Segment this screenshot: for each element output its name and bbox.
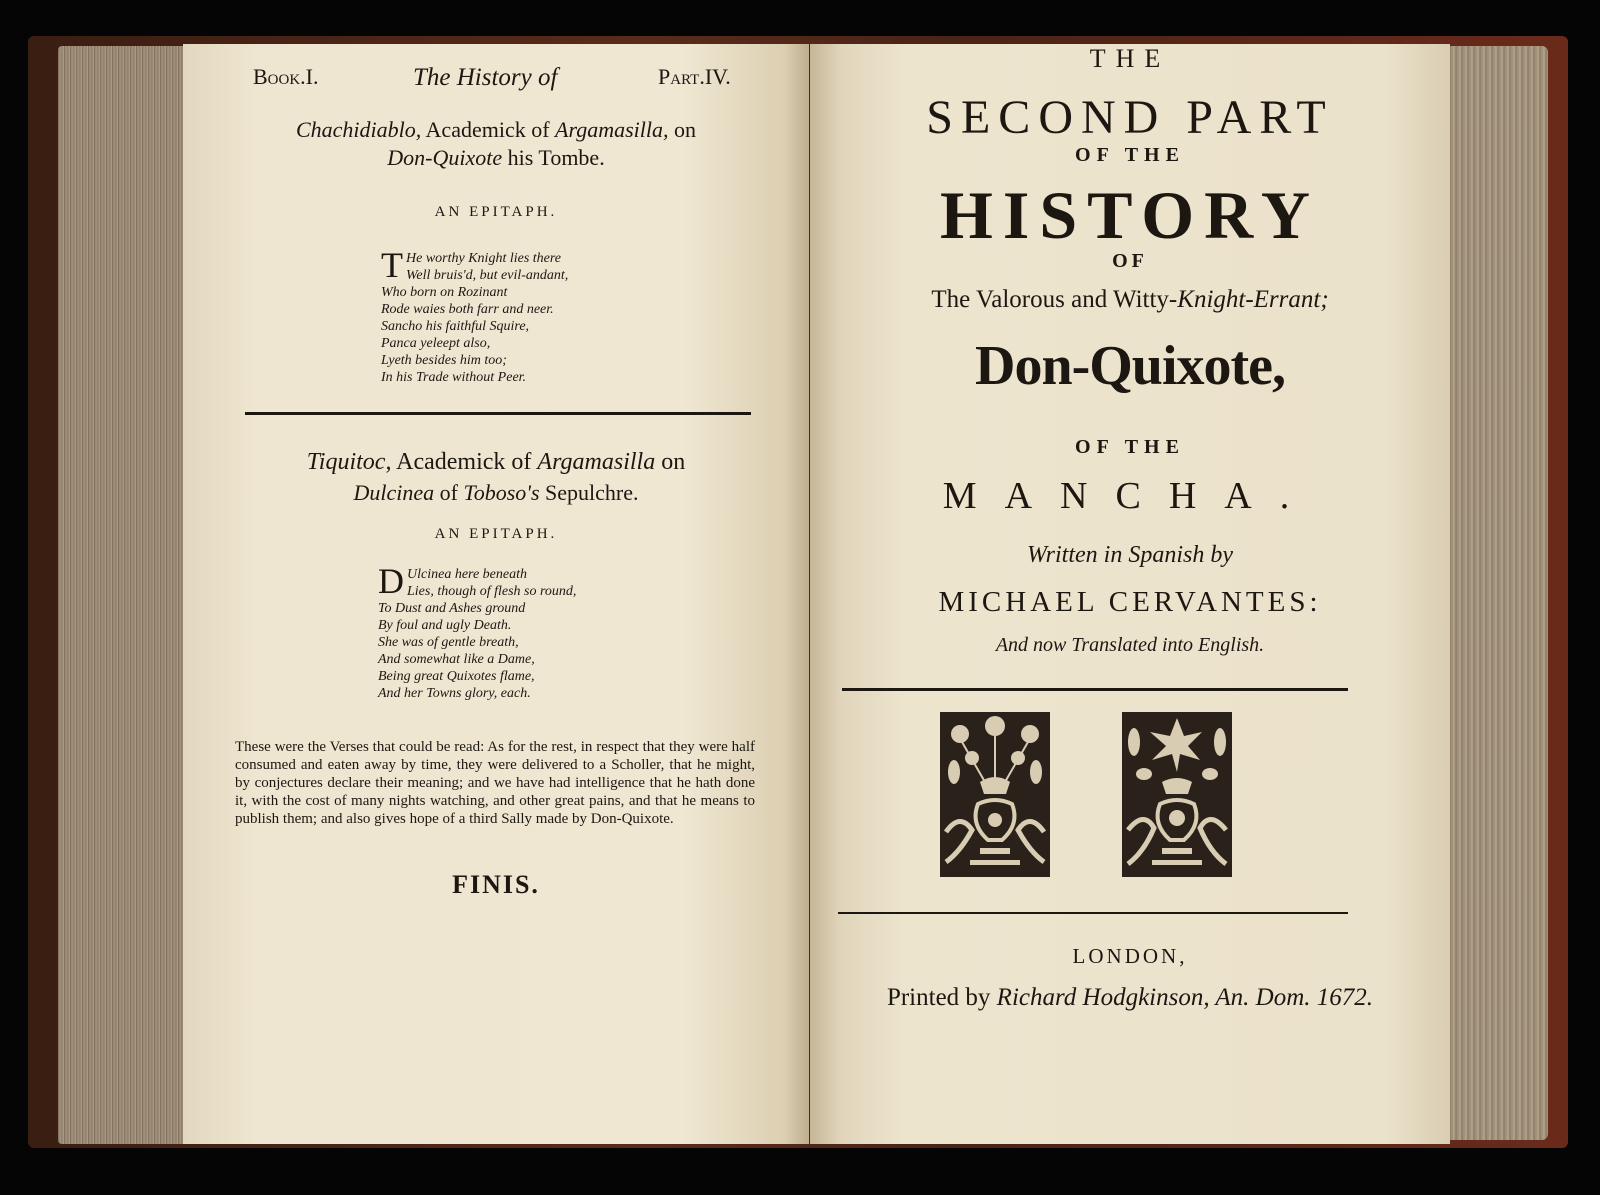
epitaph1-subject: Don-Quixote — [387, 145, 503, 170]
imprint-printer-name: Richard Hodgkinson, An. Dom. — [996, 984, 1311, 1011]
poem-line: Who born on Rozinant — [381, 285, 508, 300]
epitaph2-title-text: Academick of — [391, 449, 538, 475]
running-head-book: Book.I. — [253, 64, 319, 89]
poem-line: And somewhat like a Dame, — [378, 652, 535, 667]
title-translated: And now Translated into English. — [995, 634, 1265, 656]
title-valorous — [810, 286, 1450, 314]
flower-vase-ornament-left — [940, 712, 1050, 877]
title-author: MICHAEL CERVANTES: — [938, 586, 1322, 618]
title-second-part: SECOND PART — [926, 91, 1334, 144]
epitaph1-title-line2 — [183, 144, 809, 171]
finis: FINIS. — [452, 870, 540, 899]
epitaph2-title-end: on — [655, 449, 686, 475]
poem-line: By foul and ugly Death. — [378, 618, 512, 633]
epitaph1-name: Chachidiablo, — [295, 117, 422, 142]
page-edges-left — [58, 46, 188, 1144]
epitaph2-place: Argamasilla — [537, 449, 656, 475]
epitaph2-subject-rest: Sepulchre. — [539, 480, 639, 505]
title-knight-errant: Knight-Errant; — [1177, 286, 1329, 313]
poem-line: Ulcinea here beneath — [407, 567, 527, 582]
title-valorous-text: The Valorous and Witty- — [931, 286, 1178, 313]
epitaph2-title-line2 — [183, 479, 809, 506]
title-don-quixote: Don-Quixote, — [975, 335, 1285, 397]
page-edges-right — [1440, 46, 1548, 1140]
epitaph1-label: AN EPITAPH. — [434, 204, 558, 220]
title-rule-bottom — [838, 912, 1348, 914]
epitaph1-title-end: on — [668, 117, 697, 142]
epitaph1-subject-rest: his Tombe. — [502, 145, 605, 170]
poem-line: Lyeth besides him too; — [381, 353, 507, 368]
epitaph2-dropcap: D — [378, 561, 404, 601]
title-rule-top — [842, 688, 1348, 691]
epitaph1-poem — [381, 245, 569, 386]
closing-paragraph: These were the Verses that could be read: As for the rest, in respect that they were half consumed and eaten away by time, they were delivered to a Scholler, that he might, by conjectures declare their meaning; and we have had intelligence that he hath done it, with the cost of many nights watching, and other great pains, and that he means to publish them; and also gives hope of a third Sally made by Don-Quixote. — [235, 739, 755, 827]
epitaph2-poem — [378, 561, 577, 702]
imprint-year: 1672. — [1310, 984, 1374, 1011]
poem-line: Well bruis'd, but evil-andant, — [406, 268, 569, 283]
left-page — [183, 44, 809, 1144]
poem-line: To Dust and Ashes ground — [378, 601, 526, 616]
poem-line: Panca yeleept also, — [381, 336, 491, 351]
imprint-printed-by: Printed by — [886, 984, 997, 1011]
poem-line: Sancho his faithful Squire, — [381, 319, 530, 334]
epitaph2-subject: Dulcinea — [353, 480, 435, 505]
right-page — [810, 44, 1450, 1144]
poem-line: Rode waies both farr and neer. — [381, 302, 554, 317]
epitaph2-label: AN EPITAPH. — [434, 526, 558, 542]
running-head-title: The History of — [413, 64, 558, 91]
poem-line: He worthy Knight lies there — [406, 251, 562, 266]
imprint-city: LONDON, — [1072, 944, 1188, 968]
epitaph1-place: Argamasilla, — [555, 117, 669, 142]
title-written: Written in Spanish by — [1027, 542, 1233, 568]
title-history: HISTORY — [939, 177, 1321, 253]
title-mancha: MANCHA. — [942, 475, 1318, 517]
title-of-the-2: OF THE — [1075, 436, 1185, 458]
title-the: THE — [1089, 44, 1171, 73]
epitaph1-dropcap: T — [381, 245, 403, 285]
title-of-the: OF THE — [1075, 144, 1185, 166]
poem-line: In his Trade without Peer. — [381, 370, 527, 385]
epitaph2-name: Tiquitoc, — [306, 449, 392, 475]
poem-line: Being great Quixotes flame, — [378, 669, 535, 684]
epitaph2-of: of — [434, 480, 464, 505]
epitaph1-title-line1 — [183, 116, 809, 143]
poem-line: Lies, though of flesh so round, — [407, 584, 577, 599]
epitaph2-subject-place: Toboso's — [463, 480, 540, 505]
epitaph1-title-text: Academick of — [421, 117, 556, 142]
imprint-printer — [810, 984, 1450, 1012]
running-head-part: Part.IV. — [658, 64, 731, 89]
epitaph2-title-line1 — [183, 449, 809, 476]
poem-line: She was of gentle breath, — [378, 635, 519, 650]
poem-line: And her Towns glory, each. — [378, 686, 531, 701]
divider-rule — [245, 412, 751, 415]
title-of: OF — [1112, 250, 1148, 272]
flower-vase-ornament-right — [1122, 712, 1232, 877]
